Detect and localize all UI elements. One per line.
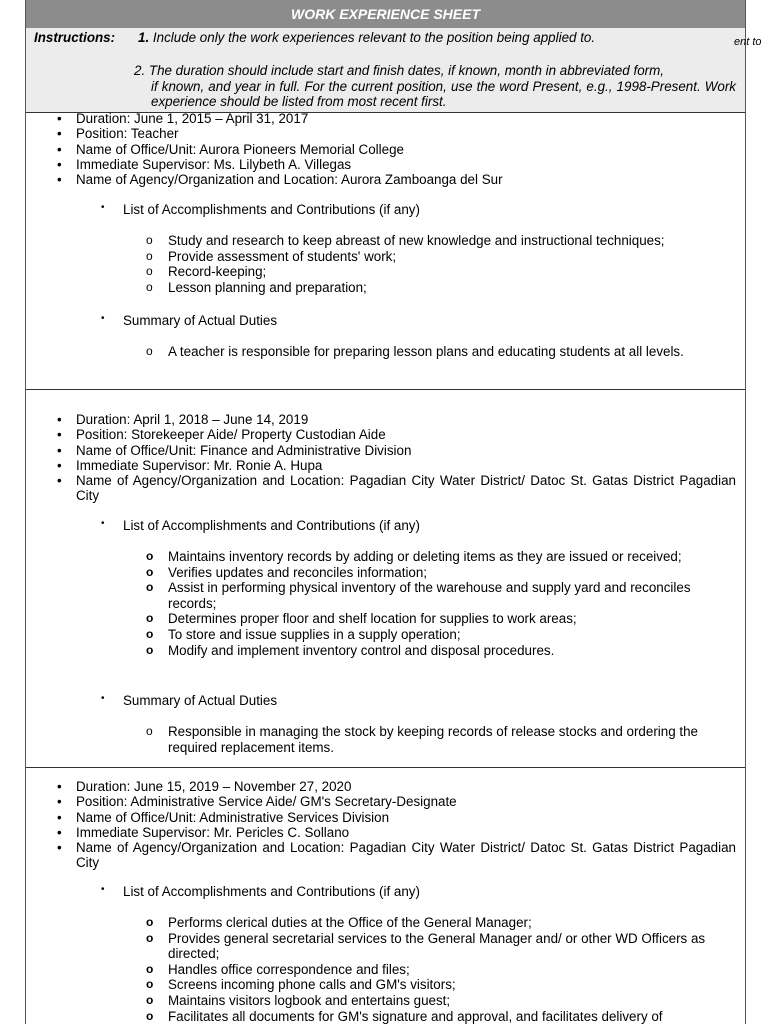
entry-2-accomplishments-heading: • List of Accomplishments and Contributions (if any) bbox=[123, 518, 420, 533]
entry-1-office: • Name of Office/Unit: Aurora Pioneers Memorial College bbox=[76, 142, 736, 157]
instruction-item-2 bbox=[134, 63, 736, 110]
list-item: o Maintains inventory records by adding or deleting items as they are issued or received; bbox=[168, 549, 698, 565]
work-experience-sheet bbox=[25, 0, 746, 1024]
list-item: o Handles office correspondence and files; bbox=[168, 962, 728, 978]
entry-2-agency: • Name of Agency/Organization and Location: Pagadian City Water District/ Datoc St. Gatas District Pagadian City bbox=[76, 473, 736, 504]
list-item: o Maintains visitors logbook and entertains guest; bbox=[168, 993, 728, 1009]
entry-2-office: • Name of Office/Unit: Finance and Administrative Division bbox=[76, 443, 736, 458]
entry-1-accomplishments-list bbox=[168, 233, 728, 295]
entry-2-duties-list bbox=[168, 724, 698, 755]
list-item: o Lesson planning and preparation; bbox=[168, 280, 728, 296]
entry-3-accomplishments-list bbox=[168, 915, 728, 1024]
entry-3-duration: • Duration: June 15, 2019 – November 27, 2020 bbox=[76, 779, 736, 794]
list-item: o Screens incoming phone calls and GM's visitors; bbox=[168, 977, 728, 993]
entry-3-position: • Position: Administrative Service Aide/ GM's Secretary-Designate bbox=[76, 794, 736, 809]
entry-3-details bbox=[76, 779, 736, 871]
list-item: o Provides general secretarial services to the General Manager and/ or other WD Officers as directed; bbox=[168, 931, 728, 962]
list-item: o Facilitates all documents for GM's signature and approval, and facilitates delivery of bbox=[168, 1009, 728, 1024]
entry-1-supervisor: • Immediate Supervisor: Ms. Lilybeth A. Villegas bbox=[76, 157, 736, 172]
experience-entry-3 bbox=[26, 767, 745, 1024]
list-item: o Verifies updates and reconciles information; bbox=[168, 565, 698, 581]
sheet-title: WORK EXPERIENCE SHEET bbox=[26, 0, 745, 29]
entry-1-duties-list bbox=[168, 344, 708, 360]
entry-2-accomplishments-list bbox=[168, 549, 698, 658]
instructions-box bbox=[26, 28, 745, 113]
entry-3-accomplishments-heading: • List of Accomplishments and Contributions (if any) bbox=[123, 884, 420, 899]
entry-1-accomplishments-heading: • List of Accomplishments and Contributions (if any) bbox=[123, 202, 420, 217]
entry-2-duration: • Duration: April 1, 2018 – June 14, 2019 bbox=[76, 412, 736, 427]
list-item: o Performs clerical duties at the Office of the General Manager; bbox=[168, 915, 728, 931]
entry-2-details bbox=[76, 412, 736, 504]
entry-3-office: • Name of Office/Unit: Administrative Services Division bbox=[76, 810, 736, 825]
list-item: o A teacher is responsible for preparing lesson plans and educating students at all levels. bbox=[168, 344, 708, 360]
instructions-label: Instructions: bbox=[34, 30, 116, 45]
list-item: o To store and issue supplies in a supply operation; bbox=[168, 627, 698, 643]
entry-3-supervisor: • Immediate Supervisor: Mr. Pericles C. Sollano bbox=[76, 825, 736, 840]
list-item: o Responsible in managing the stock by keeping records of release stocks and ordering the required replacement items. bbox=[168, 724, 698, 755]
entry-1-position: • Position: Teacher bbox=[76, 126, 736, 141]
instruction-item-1-number: 1. bbox=[138, 30, 150, 45]
experience-entry-2 bbox=[26, 389, 745, 768]
list-item: o Provide assessment of students' work; bbox=[168, 249, 728, 265]
instruction-item-2-rest: if known, and year in full. For the current position, use the word Present, e.g., 1998-Present. Work experience should be listed from most recent first. bbox=[151, 78, 736, 109]
entry-1-agency: • Name of Agency/Organization and Location: Aurora Zamboanga del Sur bbox=[76, 172, 736, 187]
instruction-item-1 bbox=[138, 30, 738, 45]
experience-entry-1 bbox=[26, 113, 745, 390]
instruction-item-1-text: Include only the work experiences relevant to the position being applied to. bbox=[152, 30, 596, 45]
list-item: o Record-keeping; bbox=[168, 264, 728, 280]
list-item: o Assist in performing physical inventory of the warehouse and supply yard and reconciles records; bbox=[168, 580, 698, 611]
entry-2-supervisor: • Immediate Supervisor: Mr. Ronie A. Hupa bbox=[76, 458, 736, 473]
entry-1-duties-heading: • Summary of Actual Duties bbox=[123, 313, 277, 328]
list-item: o Study and research to keep abreast of new knowledge and instructional techniques; bbox=[168, 233, 728, 249]
entry-2-duties-heading: • Summary of Actual Duties bbox=[123, 693, 277, 708]
instruction-item-2-line1: 2. The duration should include start and finish dates, if known, month in abbreviated form, bbox=[134, 63, 664, 78]
instructions-overflow-text: ent to bbox=[734, 36, 762, 48]
entry-2-position: • Position: Storekeeper Aide/ Property Custodian Aide bbox=[76, 427, 736, 442]
list-item: o Modify and implement inventory control and disposal procedures. bbox=[168, 643, 698, 659]
list-item: o Determines proper floor and shelf location for supplies to work areas; bbox=[168, 611, 698, 627]
entry-3-agency: • Name of Agency/Organization and Location: Pagadian City Water District/ Datoc St. Gatas District Pagadian City bbox=[76, 840, 736, 871]
entry-1-duration: • Duration: June 1, 2015 – April 31, 2017 bbox=[76, 111, 736, 126]
entry-1-details bbox=[76, 111, 736, 187]
